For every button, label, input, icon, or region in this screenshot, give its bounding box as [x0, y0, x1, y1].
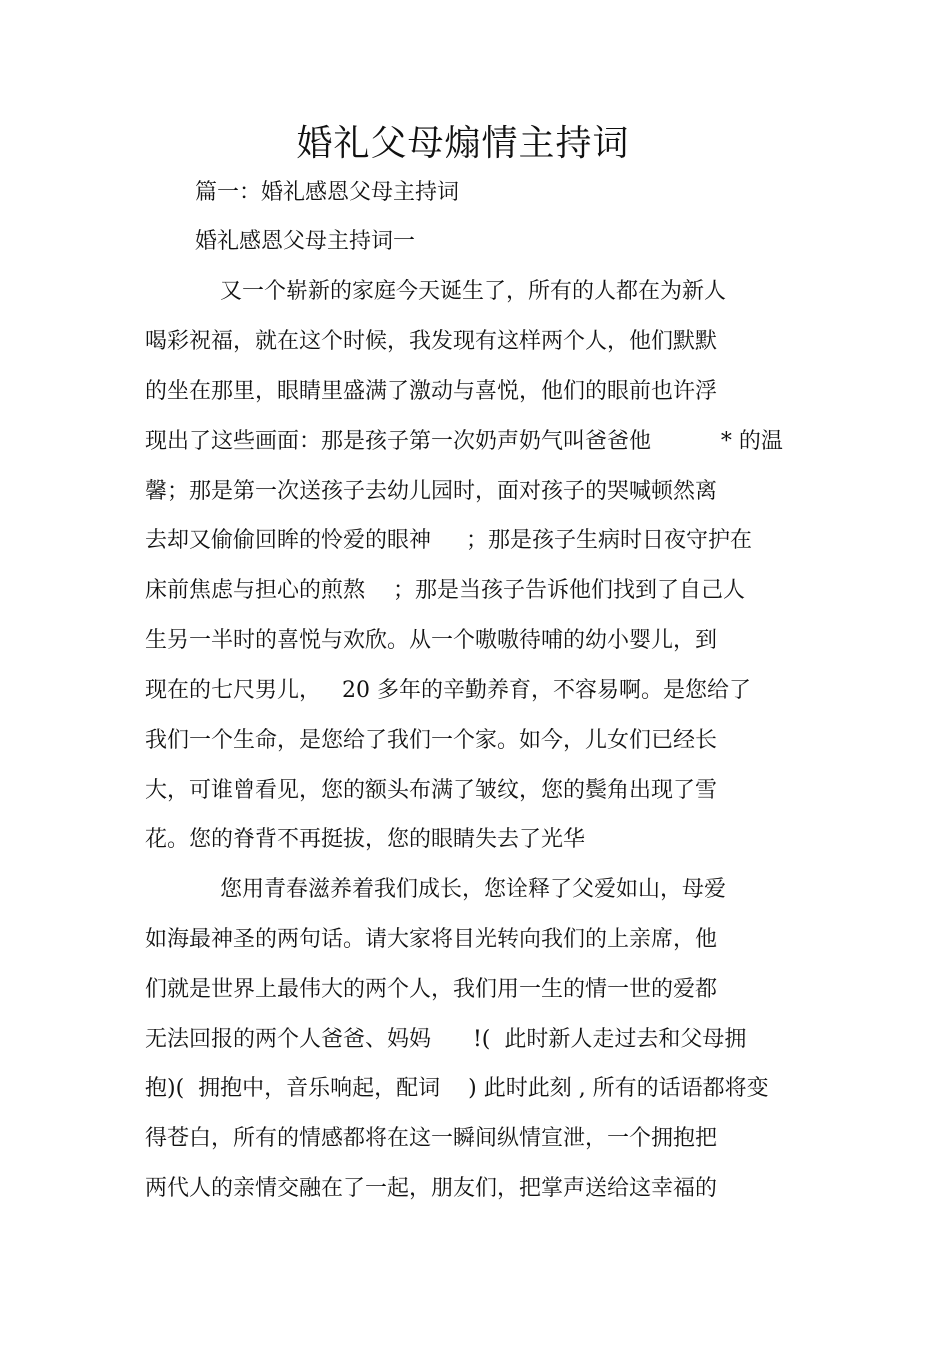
paragraph-line: 您用青春滋养着我们成长，您诠释了父爱如山，母爱 — [220, 877, 727, 902]
paragraph-line: 床前焦虑与担心的煎熬 ；那是当孩子告诉他们找到了自己人 — [145, 578, 745, 603]
paragraph-line: 大，可谁曾看见，您的额头布满了皱纹，您的鬓角出现了雪 — [145, 778, 718, 803]
paragraph-line: 又一个崭新的家庭今天诞生了，所有的人都在为新人 — [220, 279, 727, 304]
paragraph-line: 花。您的脊背不再挺拔，您的眼睛失去了光华 — [145, 827, 586, 852]
paragraph-line: 无法回报的两个人爸爸、妈妈 !( 此时新人走过去和父母拥 — [145, 1027, 747, 1052]
paragraph-line: 馨；那是第一次送孩子去幼儿园时，面对孩子的哭喊顿然离 — [145, 479, 718, 504]
paragraph-line: 生另一半时的喜悦与欢欣。从一个嗷嗷待哺的幼小婴儿，到 — [145, 628, 718, 653]
section-heading: 篇一：婚礼感恩父母主持词 — [195, 180, 460, 205]
paragraph-line: 们就是世界上最伟大的两个人，我们用一生的情一世的爱都 — [145, 977, 718, 1002]
paragraph-line: 我们一个生命，是您给了我们一个家。如今，儿女们已经长 — [145, 728, 718, 753]
paragraph-line: 现出了这些画面：那是孩子第一次奶声奶气叫爸爸他 * 的温 — [145, 429, 783, 454]
paragraph-line: 喝彩祝福，就在这个时候，我发现有这样两个人，他们默默 — [145, 329, 718, 354]
paragraph-line: 现在的七尺男儿， 20 多年的辛勤养育，不容易啊。是您给了 — [145, 678, 751, 703]
paragraph-line: 的坐在那里，眼睛里盛满了激动与喜悦，他们的眼前也许浮 — [145, 379, 718, 404]
paragraph-line: 抱)( 拥抱中，音乐响起，配词 ) 此时此刻 , 所有的话语都将变 — [145, 1076, 769, 1101]
paragraph-line: 如海最神圣的两句话。请大家将目光转向我们的上亲席，他 — [145, 927, 718, 952]
sub-heading: 婚礼感恩父母主持词一 — [195, 229, 416, 254]
document-title: 婚礼父母煽情主持词 — [296, 123, 630, 164]
paragraph-line: 去却又偷偷回眸的怜爱的眼神 ；那是孩子生病时日夜守护在 — [145, 528, 752, 553]
paragraph-line: 两代人的亲情交融在了一起，朋友们，把掌声送给这幸福的 — [145, 1176, 718, 1201]
paragraph-line: 得苍白，所有的情感都将在这一瞬间纵情宣泄，一个拥抱把 — [145, 1126, 718, 1151]
